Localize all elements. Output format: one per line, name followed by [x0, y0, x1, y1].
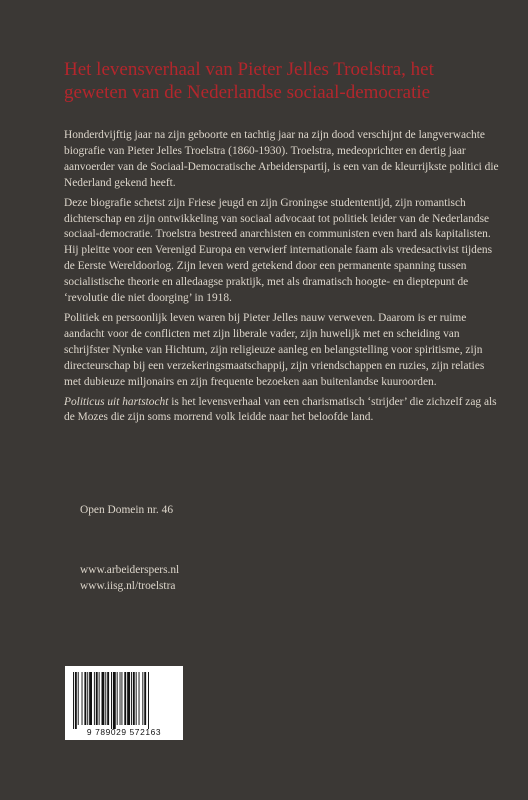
book-title: Politicus uit hartstocht: [64, 395, 169, 408]
blurb-paragraph-4-text: is het levensverhaal van een charismatisch ‘strijder’ die zichzelf zag als de Mozes die zijn soms morrend volk leidde naar het beloofde land.: [64, 395, 497, 424]
headline-line-1: Het levensverhaal van Pieter Jelles Troelstra, het: [64, 59, 434, 80]
publisher-link[interactable]: www.arbeiderspers.nl: [80, 564, 180, 576]
blurb: [64, 128, 502, 430]
blurb-paragraph-4: [64, 395, 502, 427]
blurb-paragraph-3: Politiek en persoonlijk leven waren bij Pieter Jelles nauw verweven. Daarom is er ruime aandacht voor de conflicten met zijn liberale vader, zijn huwelijk met en scheiding van schrijfster Nynke van Hichtum, zijn religieuze aanleg en belangstelling voor spiritisme, zijn directeurschap bij een verzekeringsmaatschappij, zijn vriendschappen en ruzies, zijn relaties met dubieuze miljonairs en zijn frequente bezoeken aan buitenlandse kuuroorden.: [64, 311, 485, 388]
headline: [64, 58, 504, 104]
barcode-number: 9 789029 572163: [86, 727, 162, 737]
iisg-link[interactable]: www.iisg.nl/troelstra: [80, 580, 176, 592]
series-imprint: Open Domein nr. 46: [80, 504, 174, 516]
blurb-paragraph-1: Honderdvijftig jaar na zijn geboorte en tachtig jaar na zijn dood verschijnt de langverwachte biografie van Pieter Jelles Troelstra (1860-1930). Troelstra, medeoprichter en dertig jaar aanvoerder van de Sociaal-Democratische Arbeiderspartij, is een van de kleurrijkste politici die Nederland gekend heeft.: [64, 129, 499, 189]
website-links: [80, 562, 179, 594]
blurb-paragraph-2: Deze biografie schetst zijn Friese jeugd en zijn Groningse studententijd, zijn romantisch dichterschap en zijn ontwikkeling van sociaal advocaat tot politiek leider van de Nederlandse sociaal-democratie. Troelstra bestreed anarchisten en communisten even hard als kapitalisten. Hij pleitte voor een Verenigd Europa en verwierf internationale faam als vredesactivist tijdens de Eerste Wereldoorlog. Zijn leven werd getekend door een permanente spanning tussen socialistische theorie en alledaagse praktijk, met als dramatisch hoogte- en dieptepunt de ‘revolutie die niet doorging’ in 1918.: [64, 196, 493, 305]
headline-line-2: geweten van de Nederlandse sociaal-democratie: [64, 82, 431, 103]
isbn-barcode: [65, 666, 183, 740]
